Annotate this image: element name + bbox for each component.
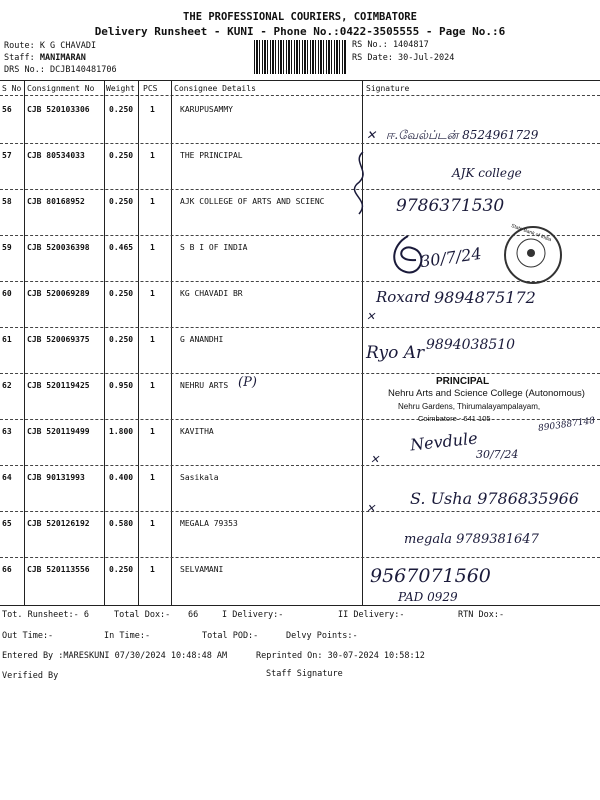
signature-66: 9567071560: [370, 565, 491, 587]
row-sno: 57: [2, 151, 12, 160]
signature-56: ✕ ஈ.வேல்ப்டன் 8524961729: [366, 128, 539, 142]
row-consignment: CJB 90131993: [27, 473, 85, 482]
row-consignee: KAVITHA: [180, 427, 214, 436]
row-sno: 58: [2, 197, 12, 206]
verified-by: Verified By: [2, 671, 59, 681]
row-pcs: 1: [150, 335, 155, 344]
cross-mark-icon: ✕: [366, 128, 377, 142]
tot-runsheet: Tot. Runsheet:- 6: [2, 610, 89, 620]
row-divider: [0, 327, 600, 328]
total-pod: Total POD:-: [202, 631, 259, 641]
cross-mark-icon: ✕: [370, 453, 380, 466]
row-weight: 0.250: [109, 105, 134, 114]
cross-mark-icon: ✕: [366, 310, 376, 323]
row-divider: [0, 465, 600, 466]
row-sno: 60: [2, 289, 12, 298]
row-consignment: CJB 520126192: [27, 519, 90, 528]
row-weight: 0.250: [109, 151, 134, 160]
row-consignee: AJK COLLEGE OF ARTS AND SCIENC: [180, 197, 325, 206]
row-weight: 0.250: [109, 197, 134, 206]
row-consignment: CJB 520103306: [27, 105, 90, 114]
row-consignment: CJB 520069289: [27, 289, 90, 298]
signature-61-name: Ryo Ar: [366, 343, 425, 363]
rs-date: RS Date: 30-Jul-2024: [352, 53, 455, 63]
col-header-consignment: Consignment No: [27, 84, 95, 93]
row-weight: 1.800: [109, 427, 134, 436]
route: Route: K G CHAVADI: [4, 41, 97, 51]
row-pcs: 1: [150, 473, 155, 482]
signature-65: megala 9789381647: [404, 532, 539, 547]
signature-66-initials: PAD 0929: [398, 590, 458, 604]
stamp-address: Nehru Gardens, Thirumalayampalayam,: [398, 402, 541, 411]
col-header-weight: Weight: [106, 84, 135, 93]
reprinted-on: Reprinted On: 30-07-2024 10:58:12: [256, 651, 425, 661]
row-pcs: 1: [150, 151, 155, 160]
row-sno: 56: [2, 105, 12, 114]
row-weight: 0.580: [109, 519, 134, 528]
signature-59-date: 30/7/24: [418, 243, 483, 272]
row-divider: [0, 373, 600, 374]
row-weight: 0.465: [109, 243, 134, 252]
row-consignment: CJB 520113556: [27, 565, 90, 574]
row-divider: [0, 189, 600, 190]
ii-delivery: II Delivery:-: [338, 610, 405, 620]
signature-60: 9894875172: [434, 288, 536, 307]
stamp-city: Coimbatore - 641 105: [418, 414, 491, 423]
staff-row: [4, 53, 86, 63]
row-consignment: CJB 80168952: [27, 197, 85, 206]
table-bottom-border: [0, 605, 600, 606]
col-header-sno: S No: [2, 84, 22, 93]
row-pcs: 1: [150, 105, 155, 114]
row-pcs: 1: [150, 565, 155, 574]
row-divider: [0, 511, 600, 512]
signature-scribble-icon: [343, 150, 383, 216]
row-sno: 62: [2, 381, 12, 390]
row-consignment: CJB 520069375: [27, 335, 90, 344]
row-divider: [0, 557, 600, 558]
row-sno: 59: [2, 243, 12, 252]
row-consignee: NEHRU ARTS: [180, 381, 229, 390]
row-consignee: Sasikala: [180, 473, 219, 482]
barcode: [254, 40, 346, 74]
row-weight: 0.250: [109, 289, 134, 298]
row-weight: 0.400: [109, 473, 134, 482]
row-pcs: 1: [150, 427, 155, 436]
signature-63-phone: 8903887148: [537, 416, 596, 434]
col-header-signature: Signature: [366, 84, 410, 93]
row-sno: 65: [2, 519, 12, 528]
signature-63-name: Nevdule: [409, 428, 479, 455]
i-delivery: I Delivery:-: [222, 610, 284, 620]
row-consignee: THE PRINCIPAL: [180, 151, 243, 160]
row-consignee: MEGALA 79353: [180, 519, 238, 528]
row-consignment: CJB 520036398: [27, 243, 90, 252]
signature-60-name: Roxard: [376, 288, 431, 306]
row-weight: 0.250: [109, 565, 134, 574]
col-divider: [24, 80, 25, 606]
row-consignment: CJB 80534033: [27, 151, 85, 160]
signature-64: S. Usha 9786835966: [410, 489, 579, 508]
row-sno: 61: [2, 335, 12, 344]
col-header-pcs: PCS: [143, 84, 158, 93]
table-header-divider: [0, 95, 600, 96]
row-consignee: KG CHAVADI BR: [180, 289, 243, 298]
total-dox-label: Total Dox:-: [114, 610, 171, 620]
runsheet-subtitle: Delivery Runsheet - KUNI - Phone No.:0422-3505555 - Page No.:6: [94, 25, 506, 38]
signature-57: AJK college: [452, 166, 522, 180]
table-top-border: [0, 80, 600, 81]
row-divider: [0, 419, 600, 420]
row-pcs: 1: [150, 289, 155, 298]
row-consignee: SELVAMANI: [180, 565, 224, 574]
stamp-college: Nehru Arts and Science College (Autonomous): [388, 388, 585, 399]
signature-63-date: 30/7/24: [476, 448, 519, 461]
stamp-principal: PRINCIPAL: [436, 376, 490, 387]
row-sno: 66: [2, 565, 12, 574]
row-consignment: CJB 520119499: [27, 427, 90, 436]
col-divider: [104, 80, 105, 606]
col-divider: [138, 80, 139, 606]
row-sno: 64: [2, 473, 12, 482]
rs-number: RS No.: 1404817: [352, 40, 429, 50]
staff-value: MANIMARAN: [39, 53, 86, 63]
signature-58: 9786371530: [396, 196, 505, 216]
row-consignee: S B I OF INDIA: [180, 243, 248, 252]
entered-by: Entered By :MARESKUNI 07/30/2024 10:48:48 AM: [2, 651, 228, 661]
handwritten-p-mark: (P): [238, 375, 257, 390]
in-time: In Time:-: [104, 631, 151, 641]
rtn-dox: RTN Dox:-: [458, 610, 505, 620]
cross-mark-icon: ✕: [366, 502, 376, 515]
staff-signature: Staff Signature: [266, 669, 343, 679]
staff-label: Staff:: [4, 53, 35, 63]
drs-number: DRS No.: DCJB140481706: [4, 65, 117, 75]
row-consignment: CJB 520119425: [27, 381, 90, 390]
row-sno: 63: [2, 427, 12, 436]
row-pcs: 1: [150, 243, 155, 252]
delvy-points: Delvy Points:-: [286, 631, 358, 641]
signature-61: 9894038510: [426, 337, 516, 353]
row-pcs: 1: [150, 197, 155, 206]
row-weight: 0.250: [109, 335, 134, 344]
total-dox-value: 66: [188, 610, 199, 620]
row-pcs: 1: [150, 381, 155, 390]
out-time: Out Time:-: [2, 631, 54, 641]
row-pcs: 1: [150, 519, 155, 528]
company-title: THE PROFESSIONAL COURIERS, COIMBATORE: [183, 11, 417, 23]
row-weight: 0.950: [109, 381, 134, 390]
row-consignee: KARUPUSAMMY: [180, 105, 233, 114]
sbi-stamp: State Bank of India: [504, 226, 562, 284]
col-divider: [171, 80, 172, 606]
col-header-consignee: Consignee Details: [174, 84, 256, 93]
row-consignee: G ANANDHI: [180, 335, 224, 344]
